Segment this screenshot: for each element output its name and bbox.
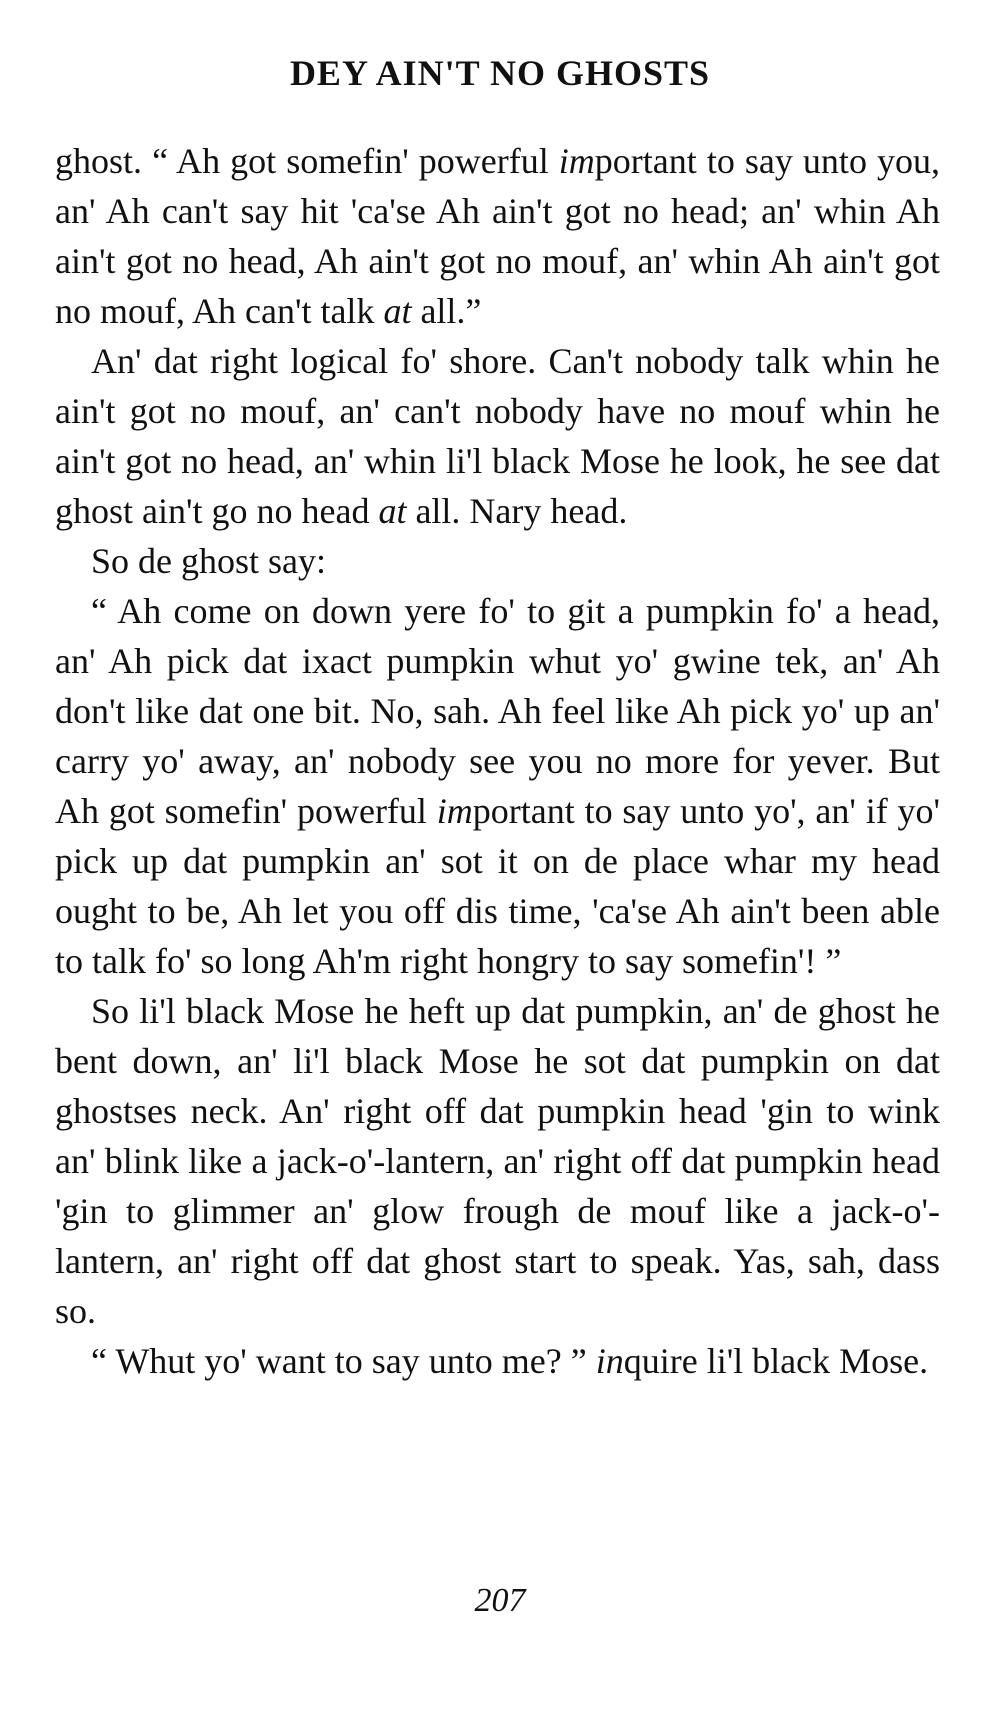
- italic-emphasis: in: [595, 1341, 624, 1381]
- text-segment: quire li'l black Mose.: [623, 1341, 929, 1381]
- text-segment: An' dat right logical fo' shore. Can't nobody talk whin he ain't got no mouf, an' can't nobody have no mouf whin he ain't got no head, an' whin li'l black Mose he look, he see dat ghost ain't go no head: [55, 341, 940, 531]
- text-segment: ghost. “ Ah got somefin' powerful: [55, 141, 559, 181]
- text-segment: “ Whut yo' want to say unto me? ”: [91, 1341, 596, 1381]
- paragraph-3: So de ghost say:: [91, 541, 327, 581]
- italic-emphasis: im: [558, 141, 595, 181]
- body-text: [55, 136, 940, 1386]
- italic-emphasis: at: [383, 291, 412, 331]
- paragraph-2: [55, 336, 940, 536]
- italic-emphasis: at: [378, 491, 407, 531]
- text-segment: all.”: [411, 291, 482, 331]
- text-segment: “ Ah come on down yere fo' to git a pumpkin fo' a head, an' Ah pick dat ixact pumpkin whut yo' gwine tek, an' Ah don't like dat one bit. No, sah. Ah feel like Ah pick yo' up an' carry yo' away, an' nobody see you no more for yever. But Ah got somefin' powerful: [55, 591, 940, 831]
- page-number: 207: [474, 1582, 526, 1619]
- paragraph-6: [55, 1336, 940, 1386]
- paragraph-1: [55, 136, 940, 336]
- text-segment: portant to say unto yo', an' if yo' pick up dat pumpkin an' sot it on de place whar my head ought to be, Ah let you off dis time, 'ca'se Ah ain't been able to talk fo' so long Ah'm right hongry to say somefin'! ”: [55, 791, 941, 981]
- paragraph-5: So li'l black Mose he heft up dat pumpkin, an' de ghost he bent down, an' li'l black Mose he sot dat pumpkin on dat ghostses neck. An' right off dat pumpkin head 'gin to wink an' blink like a jack-o'-lantern, an' right off dat pumpkin head 'gin to glimmer an' glow frough de mouf like a jack-o'-lantern, an' right off dat ghost start to speak. Yas, sah, dass so.: [55, 991, 940, 1331]
- italic-emphasis: im: [436, 791, 473, 831]
- text-segment: portant to say unto you, an' Ah can't say hit 'ca'se Ah ain't got no head; an' whin Ah ain't got no head, Ah ain't got no mouf, an' whin Ah ain't got no mouf, Ah can't talk: [55, 141, 940, 331]
- running-head: DEY AIN'T NO GHOSTS: [289, 53, 711, 93]
- text-segment: all. Nary head.: [406, 491, 628, 531]
- paragraph-4: [55, 586, 940, 986]
